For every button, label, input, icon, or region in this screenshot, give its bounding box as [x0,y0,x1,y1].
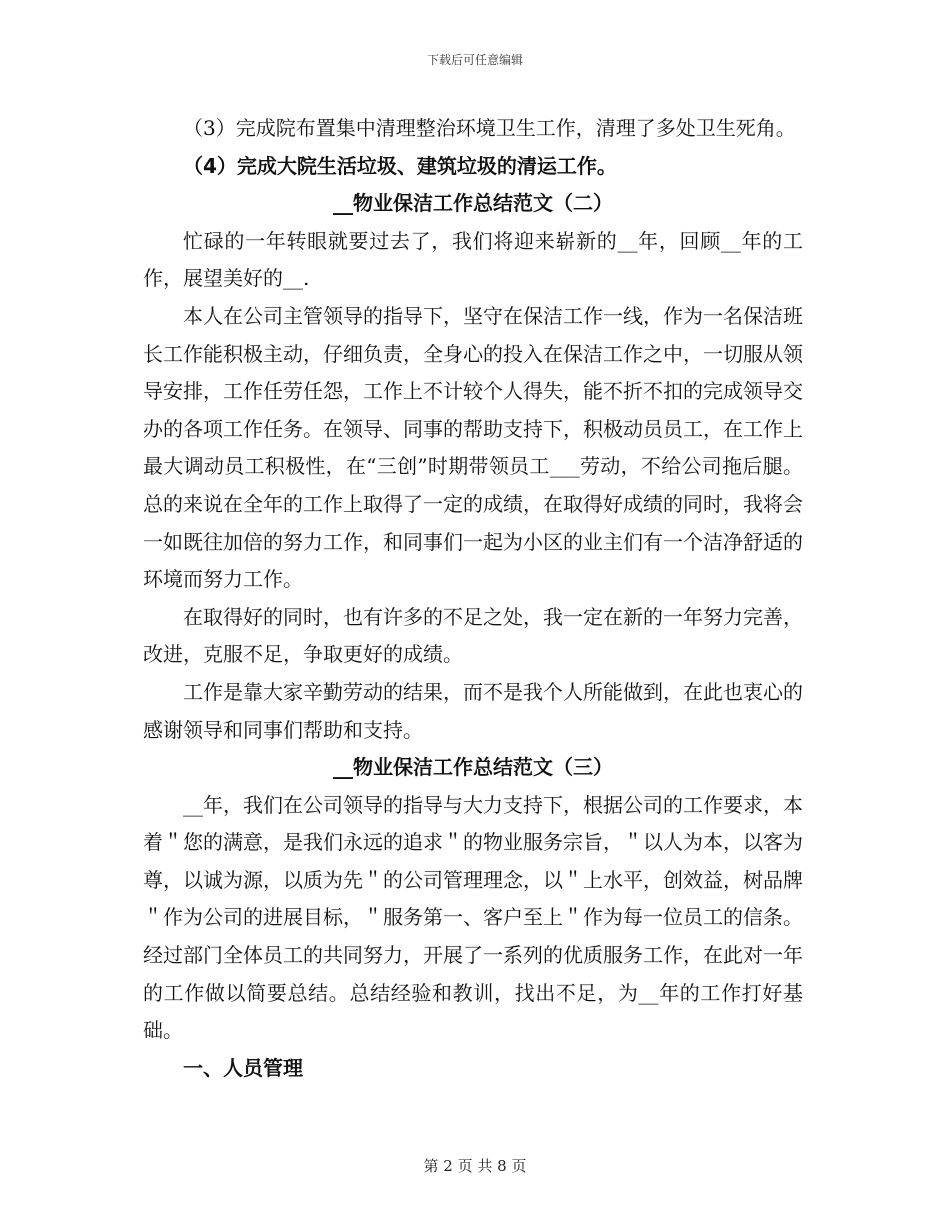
paragraph-intro: 忙碌的一年转眼就要过去了，我们将迎来崭新的__年，回顾__年的工作，展望美好的__. [143,228,803,291]
section-heading-2: __物业保洁工作总结范文（二） [333,191,613,216]
section-heading-3: __物业保洁工作总结范文（三） [333,755,613,780]
page-header-note: 下载后可任意编辑 [426,53,523,67]
document-body [143,110,803,1087]
paragraph-item-3: （3）完成院布置集中清理整治环境卫生工作，清理了多处卫生死角。 [183,116,796,140]
paragraph-summary: __年，我们在公司领导的指导与大力支持下，根据公司的工作要求，本着＂您的满意，是我们永远的追求＂的物业服务宗旨，＂以人为本，以客为尊，以诚为源，以质为先＂的公司管理理念，以＂上水平，创效益，树品牌＂作为公司的进展目标，＂服务第一、客户至上＂作为每一位员工的信条。经过部门全体员工的共同努力，开展了一系列的优质服务工作，在此对一年的工作做以简要总结。总结经验和教训，找出不足，为__年的工作打好基础。 [143,792,803,1043]
page-number: 第 2 页 共 8 页 [423,1157,527,1175]
paragraph-thanks: 工作是靠大家辛勤劳动的结果，而不是我个人所能做到，在此也衷心的感谢领导和同事们帮助和支持。 [143,679,803,742]
paragraph-item-4: （4）完成大院生活垃圾、建筑垃圾的清运工作。 [183,153,617,178]
paragraph-main: 本人在公司主管领导的指导下，坚守在保洁工作一线，作为一名保洁班长工作能积极主动，仔细负责，全身心的投入在保洁工作之中，一切服从领导安排，工作任劳任怨，工作上不计较个人得失，能不折不扣的完成领导交办的各项工作任务。在领导、同事的帮助支持下，积极动员员工，在工作上最大调动员工积极性，在“三创”时期带领员工___劳动，不给公司拖后腿。总的来说在全年的工作上取得了一定的成绩，在取得好成绩的同时，我将会一如既往加倍的努力工作，和同事们一起为小区的业主们有一个洁净舒适的环境而努力工作。 [143,303,803,592]
paragraph-shortcomings: 在取得好的同时，也有许多的不足之处，我一定在新的一年努力完善，改进，克服不足，争取更好的成绩。 [143,604,803,667]
subheading-personnel: 一、人员管理 [183,1055,303,1080]
